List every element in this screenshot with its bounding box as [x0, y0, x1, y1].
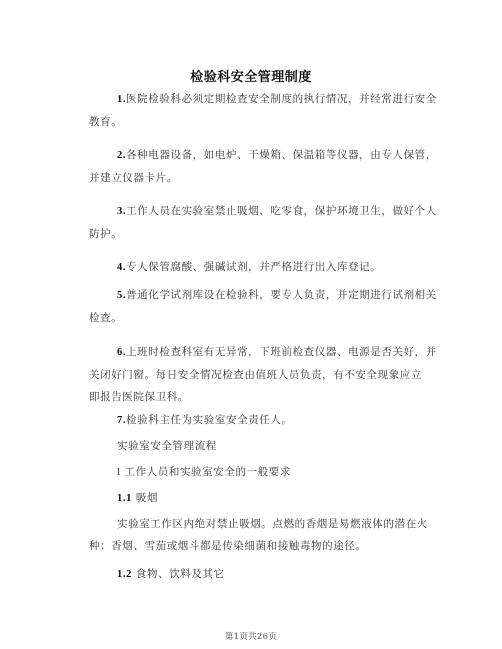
rule-number: 7.	[117, 415, 127, 426]
rule-number: 3.	[117, 206, 127, 217]
rule-text-line: 工作人员在实验室禁止吸烟、吃零食，保护环境卫生，做好个人	[126, 205, 437, 217]
rule-text-line: 即报告医院保卫科。	[89, 391, 189, 403]
rule-text-line: 各种电器设备，如电炉、干燥箱、保温箱等仪器，由专人保管，	[126, 149, 437, 161]
subsection-number: l	[117, 467, 121, 478]
rule-text-line: 关闭好门窗。每日安全情况检查由值班人员负责，有不安全现象应立	[89, 369, 422, 381]
rule-text-line: 上班时检查科室有无异常，下班前检查仪器、电源是否关好，并	[126, 346, 437, 358]
subsection-text: 食物、饮料及其它	[135, 568, 225, 580]
subsection-1-1-body	[89, 513, 434, 557]
rule-item-6	[89, 341, 437, 408]
rule-text-line: 防护。	[89, 228, 123, 240]
subsection-text: 吸烟	[135, 492, 159, 504]
rule-text-line: 检查。	[89, 312, 123, 324]
rule-number: 6.	[117, 347, 127, 358]
rule-number: 2.	[117, 150, 127, 161]
subsection-heading	[89, 461, 434, 484]
rule-number: 5.	[117, 290, 127, 301]
rule-item-2	[89, 144, 437, 189]
rule-text-line: 普通化学试剂库设在检验科，要专人负责，并定期进行试剂相关	[126, 289, 437, 301]
rule-item-1	[89, 88, 437, 133]
subsection-1-2	[89, 563, 434, 586]
rule-item-7	[89, 409, 434, 432]
body-text-line: 种；香烟、雪茄或烟斗都是传染细菌和接触毒物的途径。	[89, 540, 367, 552]
section-heading: 实验室安全管理流程	[117, 440, 217, 452]
subsection-text: 工作人员和实验室安全的一般要求	[124, 466, 291, 478]
rule-text-line: 专人保管腐酸、强碱试剂，并严格进行出入库登记。	[126, 261, 382, 273]
rule-number: 1.	[117, 94, 127, 105]
rule-number: 4.	[117, 262, 127, 273]
rule-text-line: 医院检验科必须定期检查安全制度的执行情况，并经常进行安全	[126, 93, 437, 105]
rule-text-line: 并建立仪器卡片。	[89, 172, 178, 184]
rule-text-line: 教育。	[89, 116, 123, 128]
rule-item-5	[89, 284, 437, 329]
rule-text-line: 检验科主任为实验室安全责任人。	[126, 414, 293, 426]
subsection-1-1	[89, 487, 434, 510]
document-title: 检验科安全管理制度	[190, 70, 312, 85]
rule-item-3	[89, 200, 437, 245]
body-text-line: 实验室工作区内绝对禁止吸烟。点燃的香烟是易燃液体的潜在火	[117, 518, 428, 530]
page-footer: 第1页共26页	[224, 632, 278, 642]
subsection-number: 1.1	[117, 493, 132, 504]
rule-item-4	[89, 256, 434, 279]
subsection-number: 1.2	[117, 569, 132, 580]
